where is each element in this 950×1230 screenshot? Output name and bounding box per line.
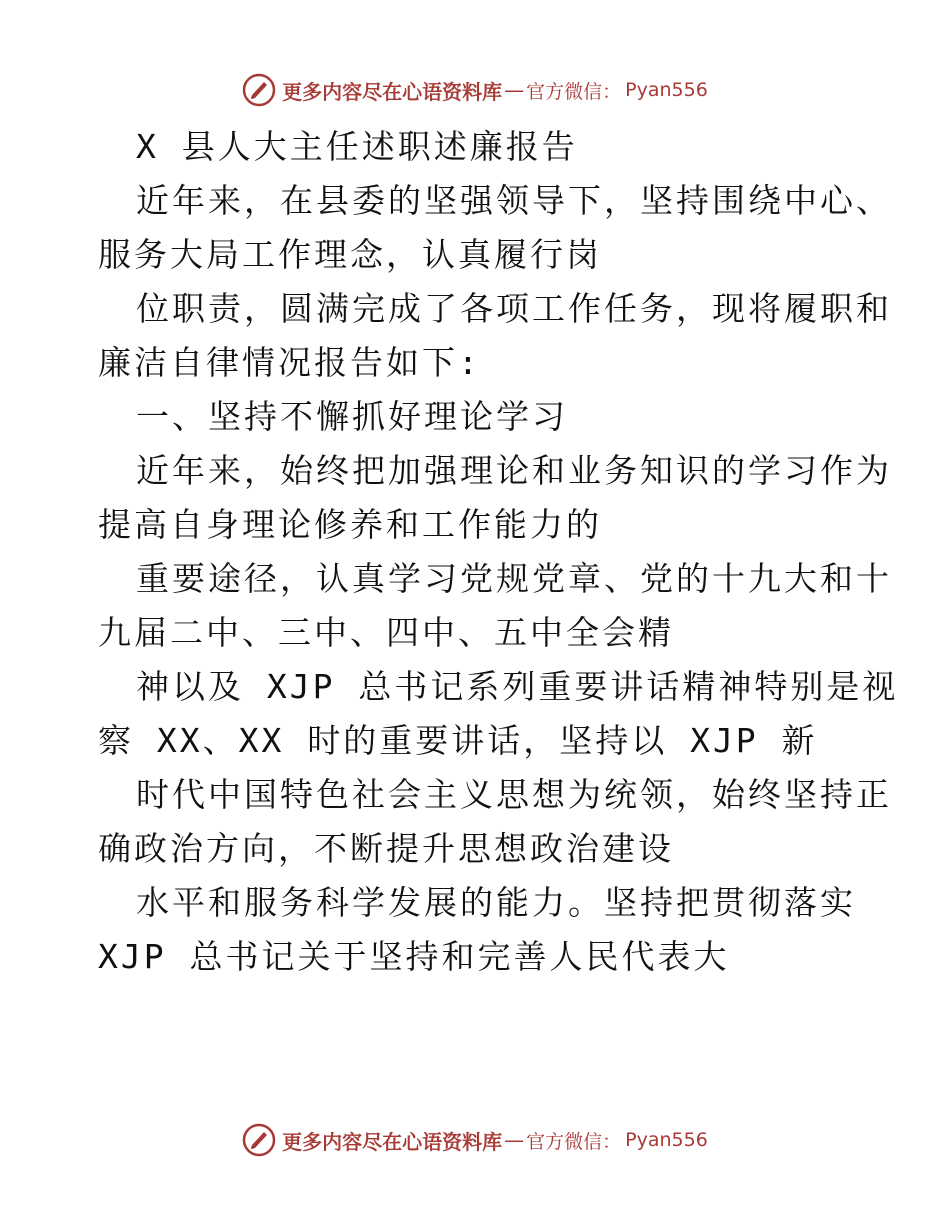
paragraph-line: 确政治方向，不断提升思想政治建设 [98, 829, 674, 868]
paragraph-line: 九届二中、三中、四中、五中全会精 [98, 613, 674, 652]
banner-dash: — [504, 1128, 525, 1152]
paragraph-line: 重要途径，认真学习党规党章、党的十九大和十 [136, 559, 892, 598]
section-heading: 一、坚持不懈抓好理论学习 [136, 397, 568, 436]
banner-main-text: 更多内容尽在心语资料库 [282, 79, 503, 104]
footer-banner [0, 1120, 950, 1160]
paragraph-line: 神以及 XJP 总书记系列重要讲话精神特别是视 [136, 667, 899, 706]
paragraph-line: 察 XX、XX 时的重要讲话，坚持以 XJP 新 [98, 721, 818, 760]
paragraph-line: 水平和服务科学发展的能力。坚持把贯彻落实 [136, 883, 856, 922]
paragraph-line: 服务大局工作理念，认真履行岗 [98, 235, 602, 274]
pen-heart-logo-icon [242, 73, 276, 107]
document-body [98, 120, 899, 984]
banner-main-text: 更多内容尽在心语资料库 [282, 1129, 503, 1154]
paragraph-line: XJP 总书记关于坚持和完善人民代表大 [98, 937, 730, 976]
banner-wechat-id: Pyan556 [625, 1129, 708, 1151]
paragraph-line: 近年来，始终把加强理论和业务知识的学习作为 [136, 451, 892, 490]
pen-heart-logo-icon [242, 1123, 276, 1157]
banner-wechat-id: Pyan556 [625, 79, 708, 101]
paragraph-line: 提高自身理论修养和工作能力的 [98, 505, 602, 544]
document-title: X 县人大主任述职述廉报告 [136, 127, 578, 166]
banner-wechat-label: 官方微信： [526, 1130, 622, 1153]
paragraph-line: 近年来，在县委的坚强领导下，坚持围绕中心、 [136, 181, 892, 220]
header-banner [0, 70, 950, 110]
banner-wechat-label: 官方微信： [526, 80, 622, 103]
paragraph-line: 位职责，圆满完成了各项工作任务，现将履职和 [136, 289, 892, 328]
paragraph-line: 廉洁自律情况报告如下: [98, 343, 481, 382]
banner-dash: — [504, 78, 525, 102]
paragraph-line: 时代中国特色社会主义思想为统领，始终坚持正 [136, 775, 892, 814]
